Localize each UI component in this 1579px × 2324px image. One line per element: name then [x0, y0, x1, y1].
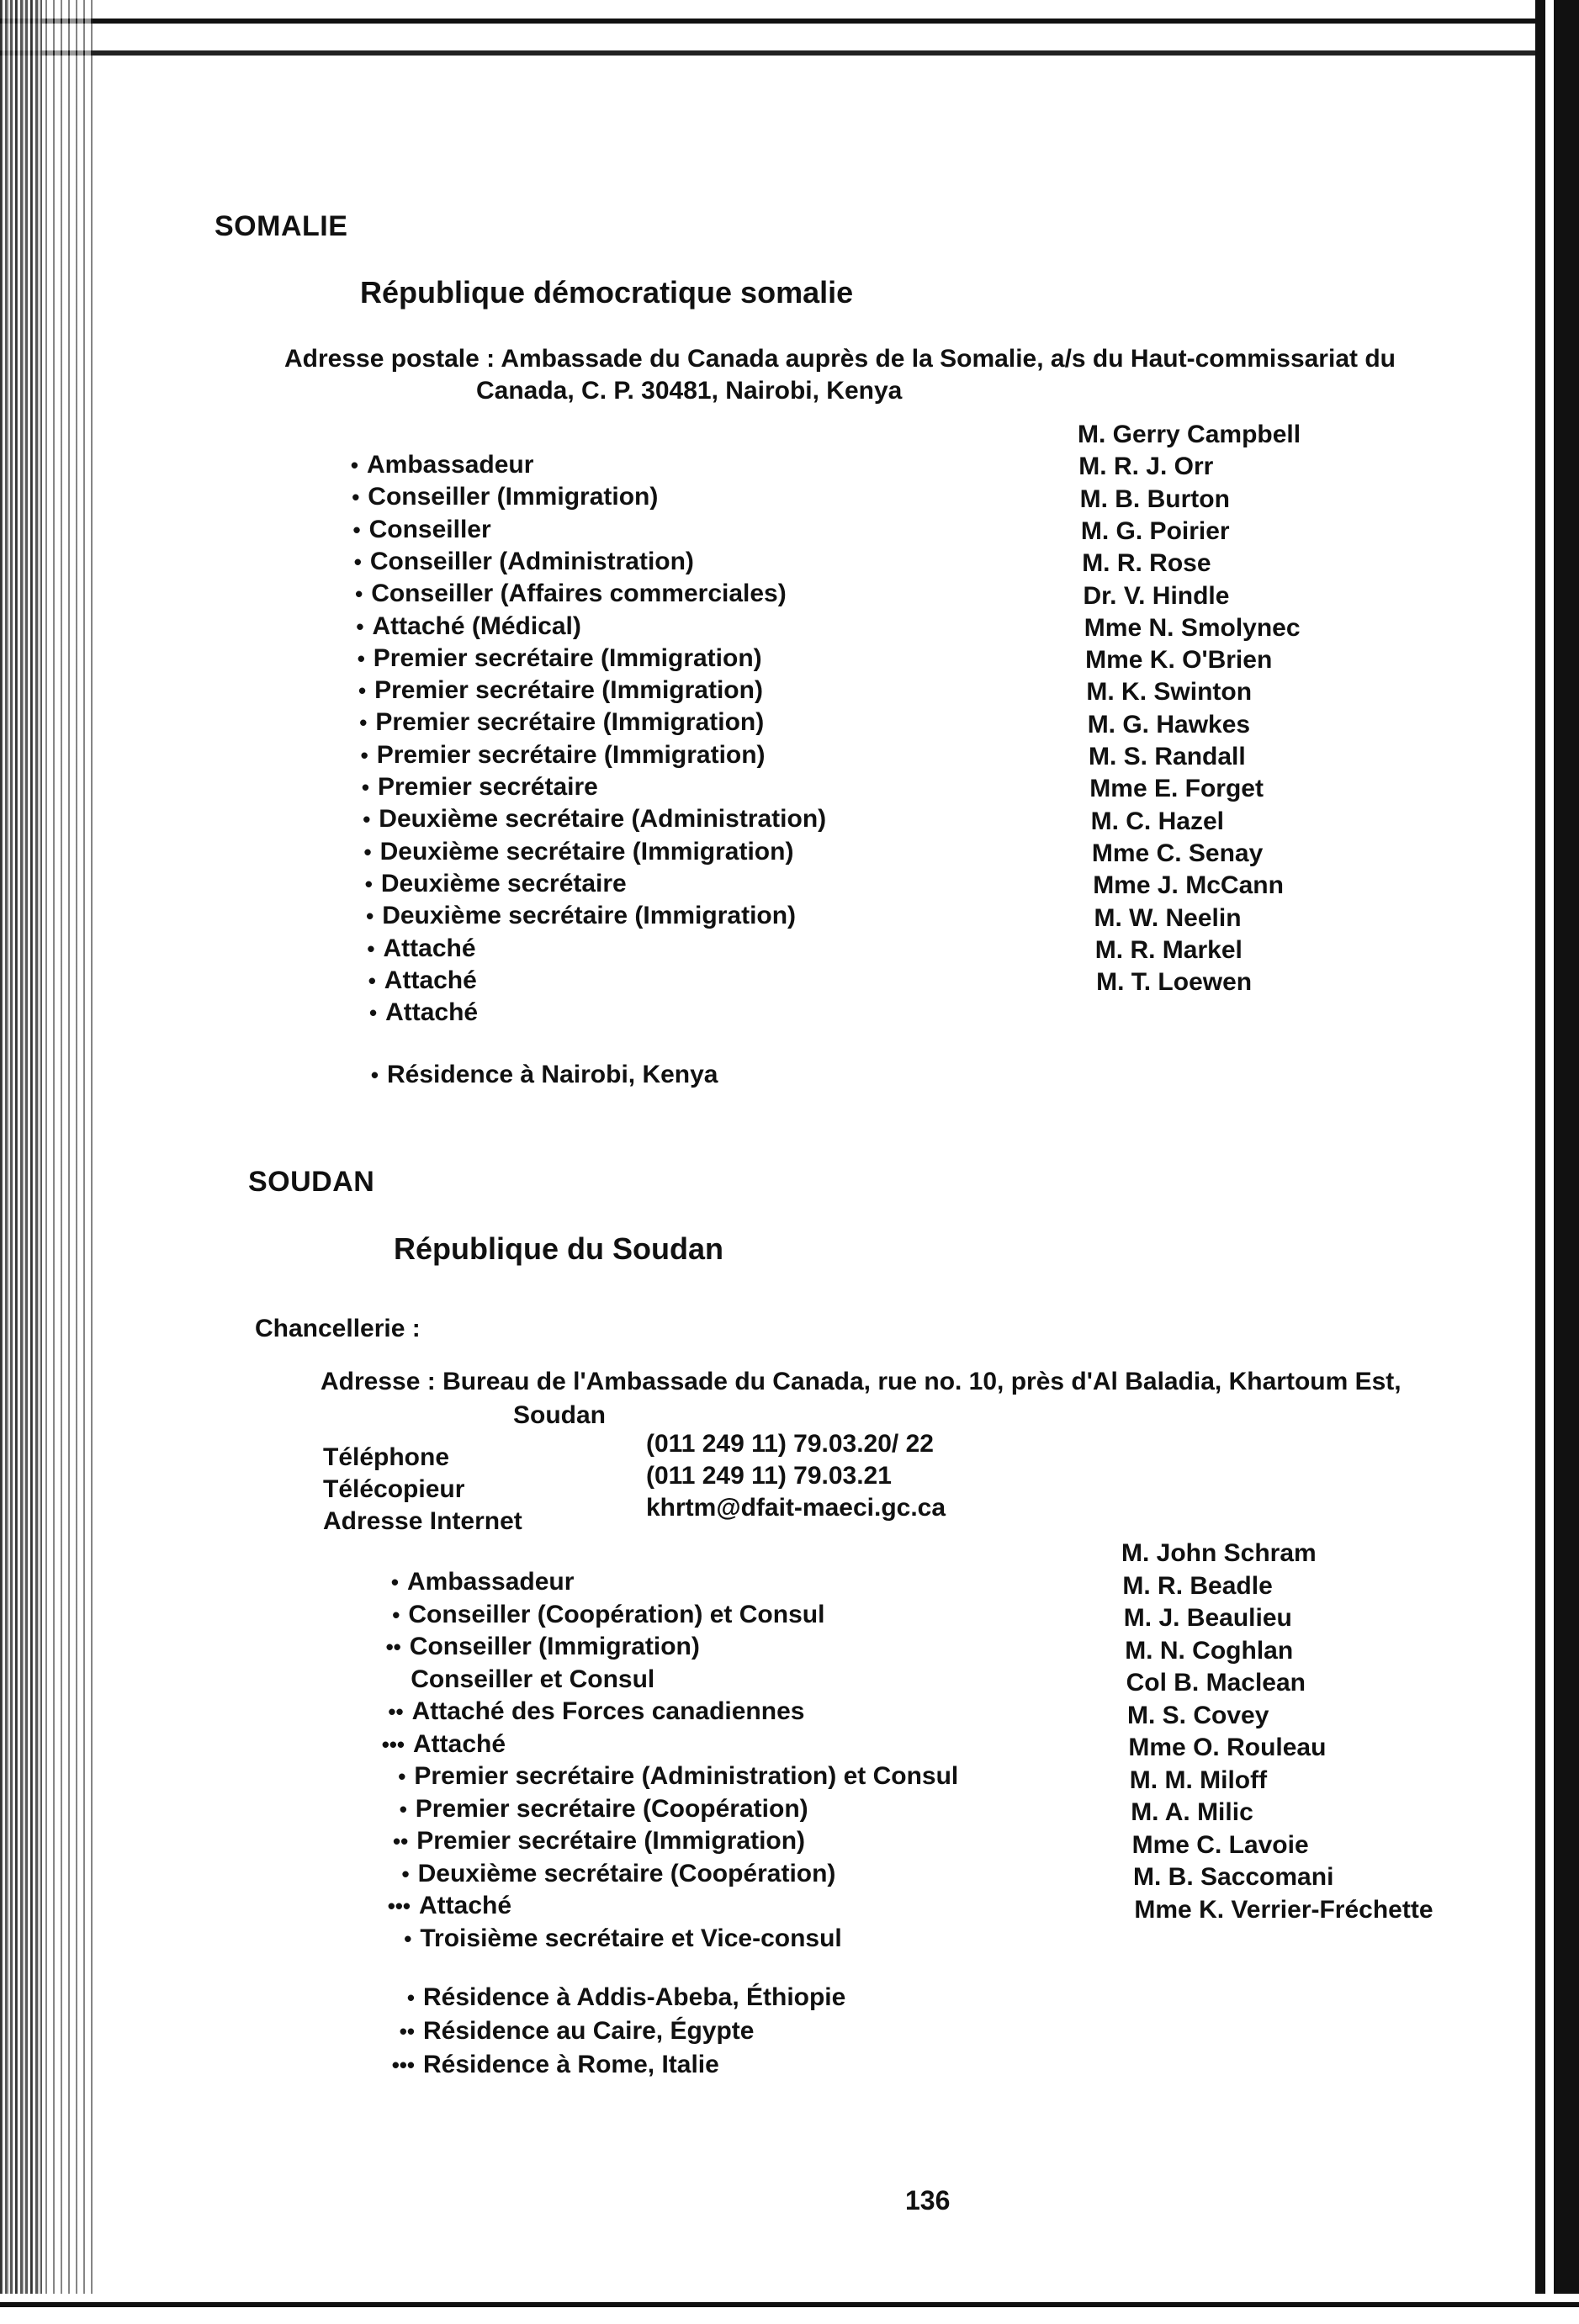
staff-name: M. R. J. Orr: [1078, 453, 1214, 481]
republic-name-somalie: République démocratique somalie: [360, 275, 854, 310]
staff-bullet: •: [359, 710, 368, 736]
staff-bullet: •: [353, 548, 362, 574]
staff-name: M. M. Miloff: [1129, 1765, 1268, 1794]
staff-title: Deuxième secrétaire (Coopération): [417, 1859, 836, 1887]
residence-bullet: •: [406, 1985, 415, 2010]
staff-name: M. J. Beaulieu: [1123, 1604, 1292, 1632]
staff-name: Dr. V. Hindle: [1083, 581, 1230, 610]
staff-name: M. S. Covey: [1127, 1701, 1269, 1729]
staff-title: Conseiller (Immigration): [368, 483, 659, 511]
staff-bullet: •: [390, 1570, 399, 1595]
staff-title: Troisième secrétaire et Vice-consul: [420, 1924, 842, 1952]
staff-name: M. A. Milic: [1131, 1798, 1253, 1826]
staff-bullet: •: [358, 678, 367, 704]
staff-title: Premier secrétaire (Immigration): [373, 643, 762, 672]
contact-label: Adresse Internet: [323, 1507, 522, 1535]
staff-name: M. T. Loewen: [1096, 968, 1253, 997]
staff-bullet: ••: [392, 1829, 409, 1854]
staff-bullet: •: [368, 1000, 378, 1026]
staff-bullet: •: [356, 613, 364, 639]
staff-name: Mme N. Smolynec: [1084, 613, 1301, 642]
chancellery-address-line1: Adresse : Bureau de l'Ambassade du Canada, rue no. 10, près d'Al Baladia, Khartoum Est,: [321, 1368, 1401, 1395]
residence-note: Résidence à Rome, Italie: [423, 2051, 719, 2078]
staff-name: Mme C. Lavoie: [1131, 1830, 1309, 1859]
staff-name: Mme E. Forget: [1089, 775, 1264, 803]
staff-name: M. G. Poirier: [1080, 516, 1230, 545]
staff-bullet: •: [399, 1796, 407, 1822]
staff-bullet: •: [360, 742, 368, 768]
staff-title: Deuxième secrétaire: [380, 869, 627, 897]
staff-title: Attaché (Médical): [372, 611, 581, 640]
staff-title: Conseiller: [368, 515, 491, 543]
residence-note: Résidence à Nairobi, Kenya: [387, 1061, 718, 1088]
residence-bullet: •••: [391, 2052, 415, 2078]
residence-bullet: •: [370, 1062, 379, 1088]
staff-bullet: •••: [381, 1731, 405, 1757]
staff-title: Attaché: [419, 1892, 512, 1919]
staff-title: Attaché: [413, 1729, 506, 1758]
staff-title: Premier secrétaire (Administration) et Consul: [414, 1762, 959, 1790]
staff-title: Attaché: [385, 998, 479, 1027]
staff-title: Premier secrétaire (Immigration): [376, 740, 766, 769]
staff-bullet: •: [352, 516, 361, 543]
staff-title: Conseiller (Administration): [369, 547, 694, 575]
staff-bullet: •: [368, 967, 376, 993]
country-heading-soudan: SOUDAN: [248, 1166, 375, 1198]
staff-bullet: •: [363, 839, 372, 865]
staff-title: Premier secrétaire (Coopération): [415, 1794, 808, 1823]
staff-title: Deuxième secrétaire (Immigration): [382, 902, 797, 930]
staff-name: M. B. Burton: [1079, 484, 1230, 513]
staff-bullet: ••: [388, 1699, 404, 1724]
staff-title: Conseiller (Affaires commerciales): [371, 580, 787, 608]
staff-title: Premier secrétaire (Immigration): [416, 1827, 806, 1855]
contact-value: (011 249 11) 79.03.21: [646, 1462, 892, 1490]
chancellery-address-line2: Soudan: [513, 1401, 606, 1429]
staff-bullet: •: [367, 935, 375, 961]
residence-note: Résidence à Addis-Abeba, Éthiopie: [423, 1983, 846, 2011]
staff-bullet: •••: [387, 1893, 411, 1919]
contact-label: Télécopieur: [323, 1475, 465, 1503]
staff-bullet: •: [366, 903, 374, 929]
staff-name: M. W. Neelin: [1094, 903, 1242, 932]
staff-title: Attaché des Forces canadiennes: [411, 1697, 805, 1725]
postal-address-line1: Adresse postale : Ambassade du Canada auprès de la Somalie, a/s du Haut-commissariat du: [284, 345, 1396, 373]
staff-bullet: •: [361, 775, 369, 800]
postal-address-line2: Canada, C. P. 30481, Nairobi, Kenya: [476, 377, 903, 405]
staff-bullet: •: [355, 581, 363, 607]
scan-border-right-gap: [1545, 0, 1554, 2324]
staff-title: Premier secrétaire (Immigration): [374, 676, 763, 705]
staff-name: M. R. Rose: [1082, 549, 1211, 578]
staff-title: Deuxième secrétaire (Immigration): [379, 837, 794, 866]
country-heading-somalie: SOMALIE: [215, 210, 348, 242]
staff-name: M. John Schram: [1121, 1539, 1317, 1567]
staff-name: M. Gerry Campbell: [1078, 421, 1301, 448]
scan-border-right: [1554, 0, 1579, 2324]
contact-value: khrtm@dfait-maeci.gc.ca: [646, 1494, 946, 1522]
staff-title: Ambassadeur: [407, 1568, 575, 1596]
staff-bullet: •: [357, 645, 365, 671]
staff-name: Mme K. O'Brien: [1085, 646, 1273, 675]
scan-border-bottom: [0, 2294, 1579, 2324]
staff-bullet: •: [398, 1764, 406, 1789]
staff-title: Premier secrétaire: [378, 773, 598, 801]
scan-border-top: [0, 0, 1579, 66]
staff-name: M. B. Saccomani: [1133, 1863, 1334, 1891]
staff-bullet: •: [401, 1861, 410, 1887]
staff-name: M. C. Hazel: [1090, 807, 1224, 835]
staff-bullet: •: [392, 1601, 400, 1628]
staff-bullet: •: [350, 453, 358, 478]
staff-name: Mme J. McCann: [1093, 871, 1284, 900]
staff-name: Mme C. Senay: [1091, 839, 1264, 867]
staff-title: Attaché: [384, 966, 477, 994]
staff-name: M. K. Swinton: [1086, 678, 1253, 707]
staff-bullet: ••: [385, 1634, 401, 1660]
contact-label: Téléphone: [323, 1443, 450, 1471]
staff-bullet: •: [363, 807, 371, 833]
staff-bullet: •: [364, 871, 373, 897]
staff-name: Col B. Maclean: [1126, 1669, 1306, 1697]
staff-name: Mme O. Rouleau: [1128, 1734, 1327, 1761]
staff-name: M. R. Beadle: [1122, 1571, 1273, 1600]
staff-title: Premier secrétaire (Immigration): [375, 708, 765, 737]
scan-page-stack-left-dark: [0, 0, 42, 2324]
staff-title: Conseiller (Immigration): [409, 1633, 700, 1660]
staff-name: M. G. Hawkes: [1087, 710, 1251, 738]
page-number: 136: [905, 2185, 951, 2215]
staff-bullet: •: [404, 1925, 412, 1951]
chancellery-label: Chancellerie :: [255, 1315, 421, 1342]
staff-title: Conseiller (Coopération) et Consul: [408, 1600, 825, 1628]
staff-name: M. S. Randall: [1089, 743, 1246, 770]
scan-border-right-inner: [1535, 0, 1545, 2324]
staff-name: Mme K. Verrier-Fréchette: [1134, 1895, 1433, 1924]
staff-name: M. N. Coghlan: [1125, 1636, 1294, 1665]
staff-title: Attaché: [383, 934, 476, 962]
republic-name-soudan: République du Soudan: [394, 1231, 723, 1266]
staff-title: Ambassadeur: [367, 451, 534, 479]
staff-bullet: •: [352, 484, 360, 511]
residence-note: Résidence au Caire, Égypte: [423, 2017, 755, 2045]
staff-title: Deuxième secrétaire (Administration): [379, 805, 827, 834]
residence-bullet: ••: [399, 2019, 415, 2044]
staff-name: M. R. Markel: [1094, 935, 1243, 964]
staff-title: Conseiller et Consul: [411, 1665, 655, 1693]
contact-value: (011 249 11) 79.03.20/ 22: [646, 1430, 934, 1458]
